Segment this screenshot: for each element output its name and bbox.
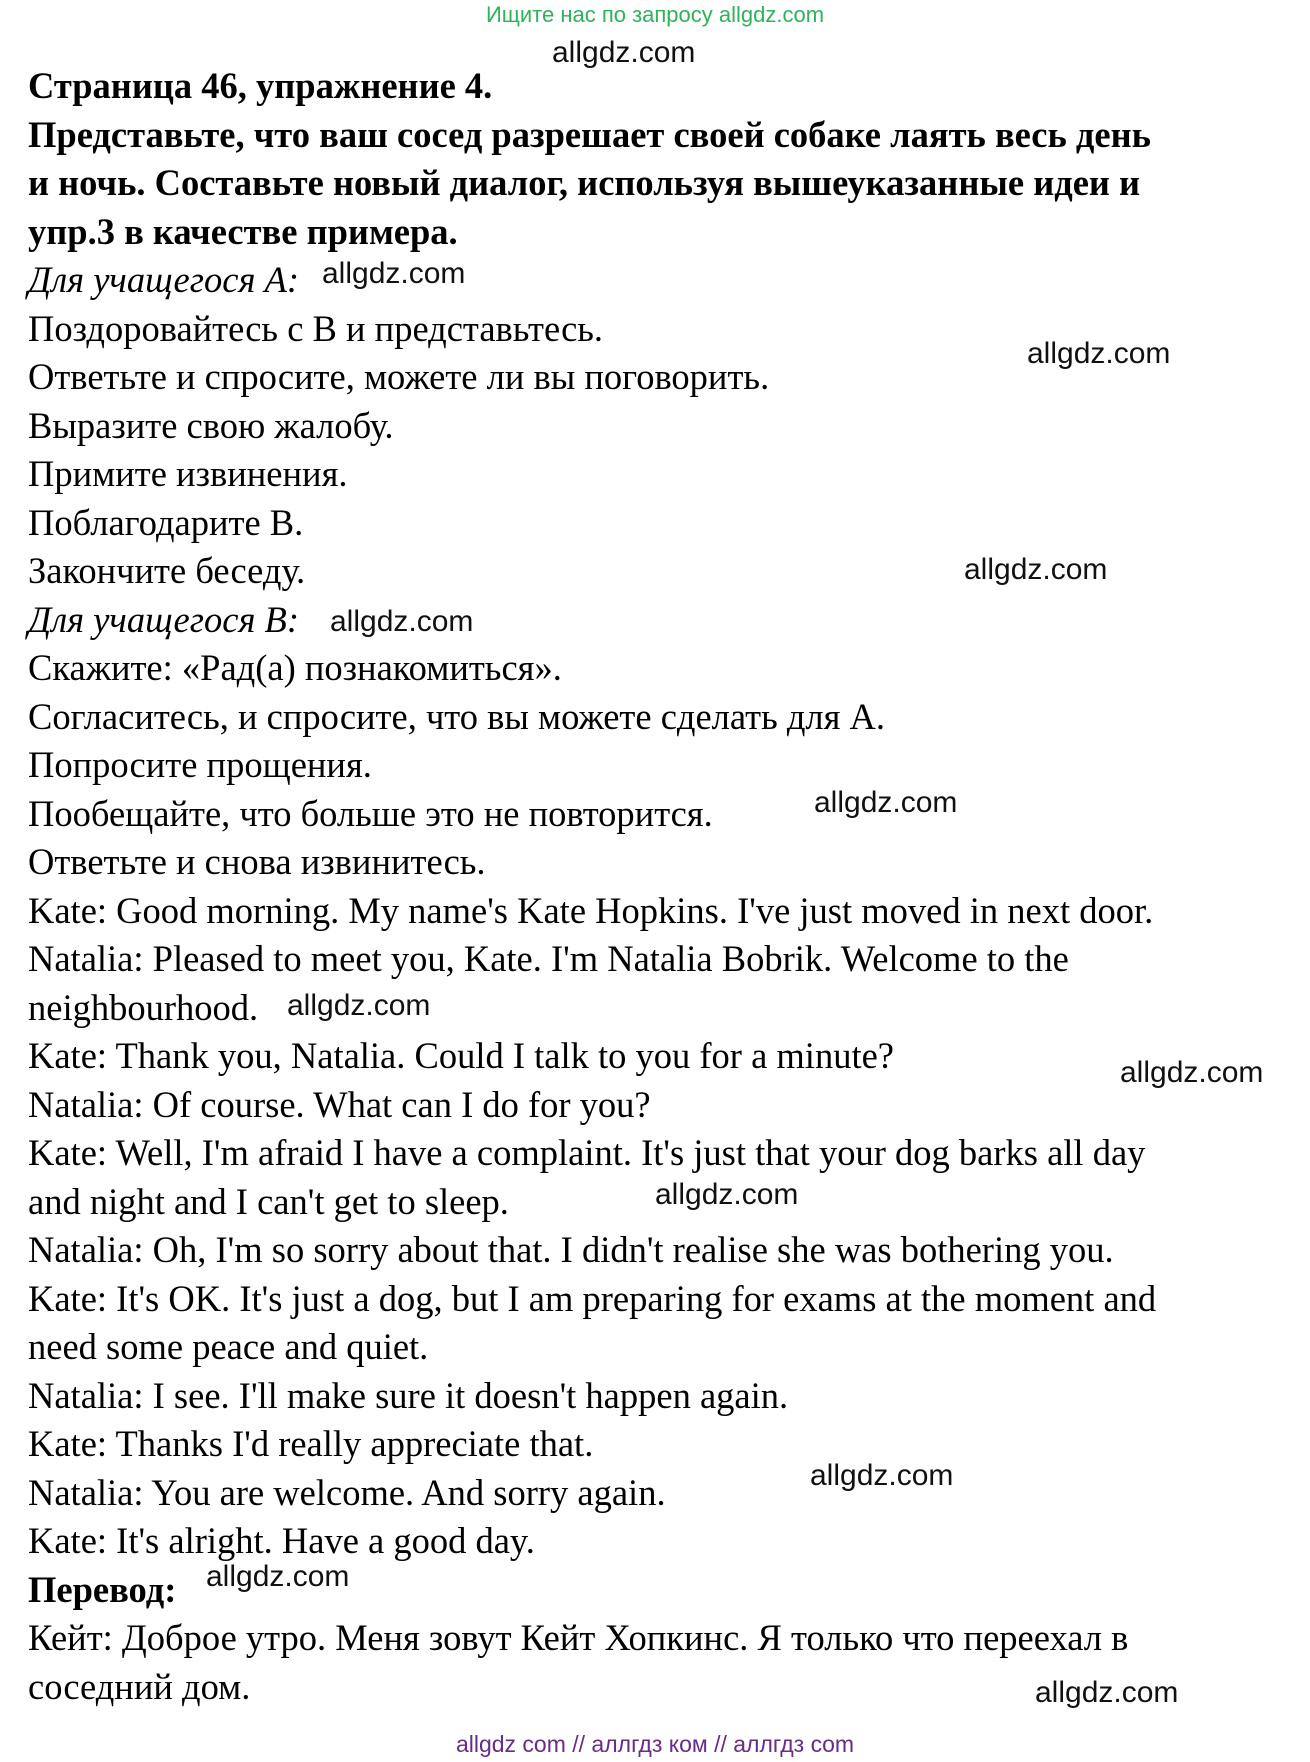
dialogue-line: Kate: It's OK. It's just a dog, but I am preparing for exams at the moment and — [28, 1277, 1157, 1319]
dialogue-line: Natalia: Pleased to meet you, Kate. I'm Natalia Bobrik. Welcome to the — [28, 938, 1069, 979]
footer-links: allgdz com // аллгдз ком // аллгдз com — [455, 1731, 855, 1757]
dialogue-line: Natalia: You are welcome. And sorry again. — [28, 1471, 666, 1513]
watermark: allgdz.com — [330, 605, 474, 638]
dialogue-line: Kate: It's alright. Have a good day. — [28, 1520, 535, 1561]
dialogue-line: Natalia: Oh, I'm so sorry about that. I didn't realise she was bothering you. — [28, 1229, 1114, 1270]
translation-line: Кейт: Доброе утро. Меня зовут Кейт Хопкинс. Я только что переехал в — [28, 1617, 1129, 1658]
watermark: allgdz.com — [655, 1178, 799, 1211]
student-b-line: Согласитесь, и спросите, что вы можете сделать для А. — [28, 695, 886, 737]
dialogue-line: Kate: Well, I'm afraid I have a complaint. It's just that your dog barks all day — [28, 1132, 1146, 1173]
translation-line: соседний дом. — [28, 1665, 251, 1707]
watermark: allgdz.com — [287, 989, 431, 1022]
translation-label: Перевод: — [28, 1568, 177, 1610]
student-a-label: Для учащегося А: — [28, 259, 299, 300]
watermark: allgdz.com — [814, 786, 958, 819]
student-a-line: Примите извинения. — [28, 453, 348, 494]
task-line: Представьте, что ваш сосед разрешает своей собаке лаять весь день — [28, 113, 1151, 155]
watermark: allgdz.com — [206, 1560, 350, 1593]
student-a-line: Поблагодарите В. — [28, 501, 304, 543]
watermark: allgdz.com — [552, 36, 696, 69]
dialogue-line: need some peace and quiet. — [28, 1326, 429, 1367]
student-a-line: Поздоровайтесь с В и представьтесь. — [28, 307, 604, 349]
exercise-content — [28, 62, 1278, 1711]
watermark: allgdz.com — [810, 1459, 954, 1492]
watermark: allgdz.com — [964, 553, 1108, 586]
student-b-line: Ответьте и снова извинитесь. — [28, 841, 486, 882]
dialogue-line: Natalia: Of course. What can I do for you? — [28, 1083, 651, 1125]
dialogue-line: Kate: Thank you, Natalia. Could I talk to you for a minute? — [28, 1035, 894, 1076]
dialogue-line: Kate: Thanks I'd really appreciate that. — [28, 1423, 594, 1464]
student-b-line: Попросите прощения. — [28, 744, 372, 785]
student-a-line: Закончите беседу. — [28, 550, 306, 591]
watermark: allgdz.com — [322, 257, 466, 290]
watermark: allgdz.com — [1120, 1056, 1264, 1089]
dialogue-line: and night and I can't get to sleep. — [28, 1180, 509, 1222]
task-line: и ночь. Составьте новый диалог, используя вышеуказанные идеи и — [28, 162, 1141, 203]
page-heading: Страница 46, упражнение 4. — [28, 65, 493, 106]
student-a-line: Ответьте и спросите, можете ли вы поговорить. — [28, 356, 770, 397]
student-b-line: Пообещайте, что больше это не повторится. — [28, 792, 713, 834]
watermark: allgdz.com — [1035, 1676, 1179, 1709]
watermark: allgdz.com — [1027, 337, 1171, 370]
dialogue-line: neighbourhood. — [28, 986, 259, 1028]
student-b-line: Скажите: «Рад(а) познакомиться». — [28, 647, 562, 688]
dialogue-line: Kate: Good morning. My name's Kate Hopkins. I've just moved in next door. — [28, 889, 1154, 931]
dialogue-line: Natalia: I see. I'll make sure it doesn't happen again. — [28, 1374, 789, 1416]
student-b-label: Для учащегося В: — [28, 598, 299, 640]
student-a-line: Выразите свою жалобу. — [28, 404, 394, 446]
top-search-banner: Ищите нас по запросу allgdz.com — [485, 2, 825, 27]
task-line: упр.3 в качестве примера. — [28, 210, 458, 252]
